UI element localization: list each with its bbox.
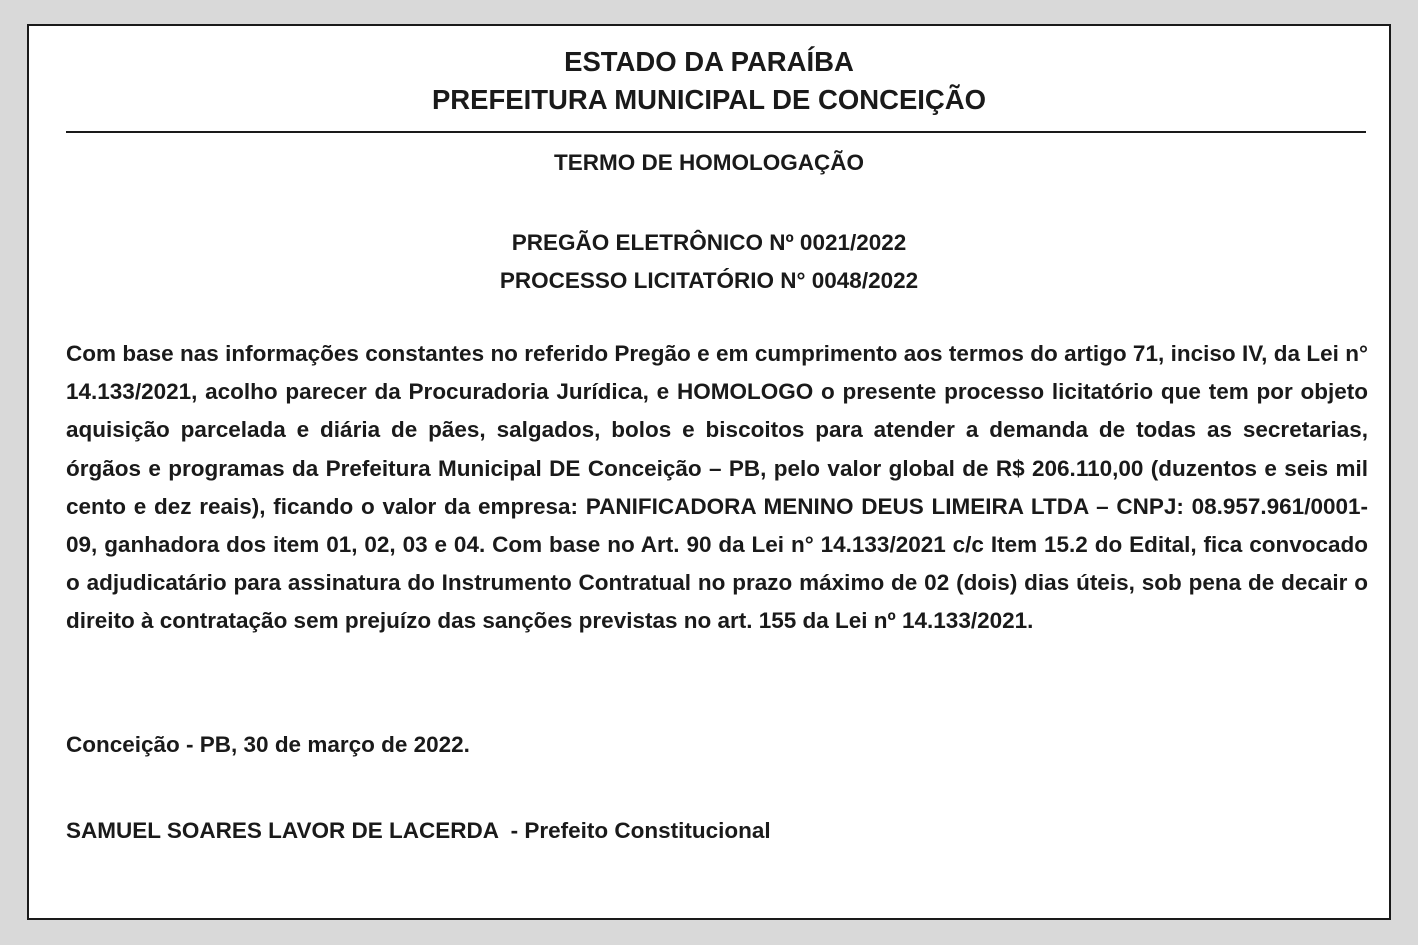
process-references bbox=[29, 224, 1389, 300]
municipality-name: PREFEITURA MUNICIPAL DE CONCEIÇÃO bbox=[431, 84, 987, 115]
document-header bbox=[29, 43, 1389, 119]
processo-number: PROCESSO LICITATÓRIO N° 0048/2022 bbox=[499, 268, 919, 293]
date-location: Conceição - PB, 30 de março de 2022. bbox=[66, 732, 470, 757]
header-divider bbox=[66, 131, 1366, 133]
pregao-number: PREGÃO ELETRÔNICO Nº 0021/2022 bbox=[511, 230, 907, 255]
homologation-body: Com base nas informações constantes no referido Pregão e em cumprimento aos termos do artigo 71, inciso IV, da Lei n° 14.133/2021, acolho parecer da Procuradoria Jurídica, e HOMOLOGO o presente processo licitatório que tem por objeto aquisição parcelada e diária de pães, salgados, bolos e biscoitos para atender a demanda de todas as secretarias, órgãos e programas da Prefeitura Municipal DE Conceição – PB, pelo valor global de R$ 206.110,00 (duzentos e seis mil cento e dez reais), ficando o valor da empresa: PANIFICADORA MENINO DEUS LIMEIRA LTDA – CNPJ: 08.957.961/0001-09, ganhadora dos item 01, 02, 03 e 04. Com base no Art. 90 da Lei n° 14.133/2021 c/c Item 15.2 do Edital, fica convocado o adjudicatário para assinatura do Instrumento Contratual no prazo máximo de 02 (dois) dias úteis, sob pena de decair o direito à contratação sem prejuízo das sanções previstas no art. 155 da Lei nº 14.133/2021. bbox=[66, 341, 1368, 634]
document-page bbox=[27, 24, 1391, 920]
signature-line: SAMUEL SOARES LAVOR DE LACERDA - Prefeito Constitucional bbox=[66, 818, 771, 843]
document-title: TERMO DE HOMOLOGAÇÃO bbox=[554, 150, 864, 175]
state-name: ESTADO DA PARAÍBA bbox=[564, 46, 854, 77]
